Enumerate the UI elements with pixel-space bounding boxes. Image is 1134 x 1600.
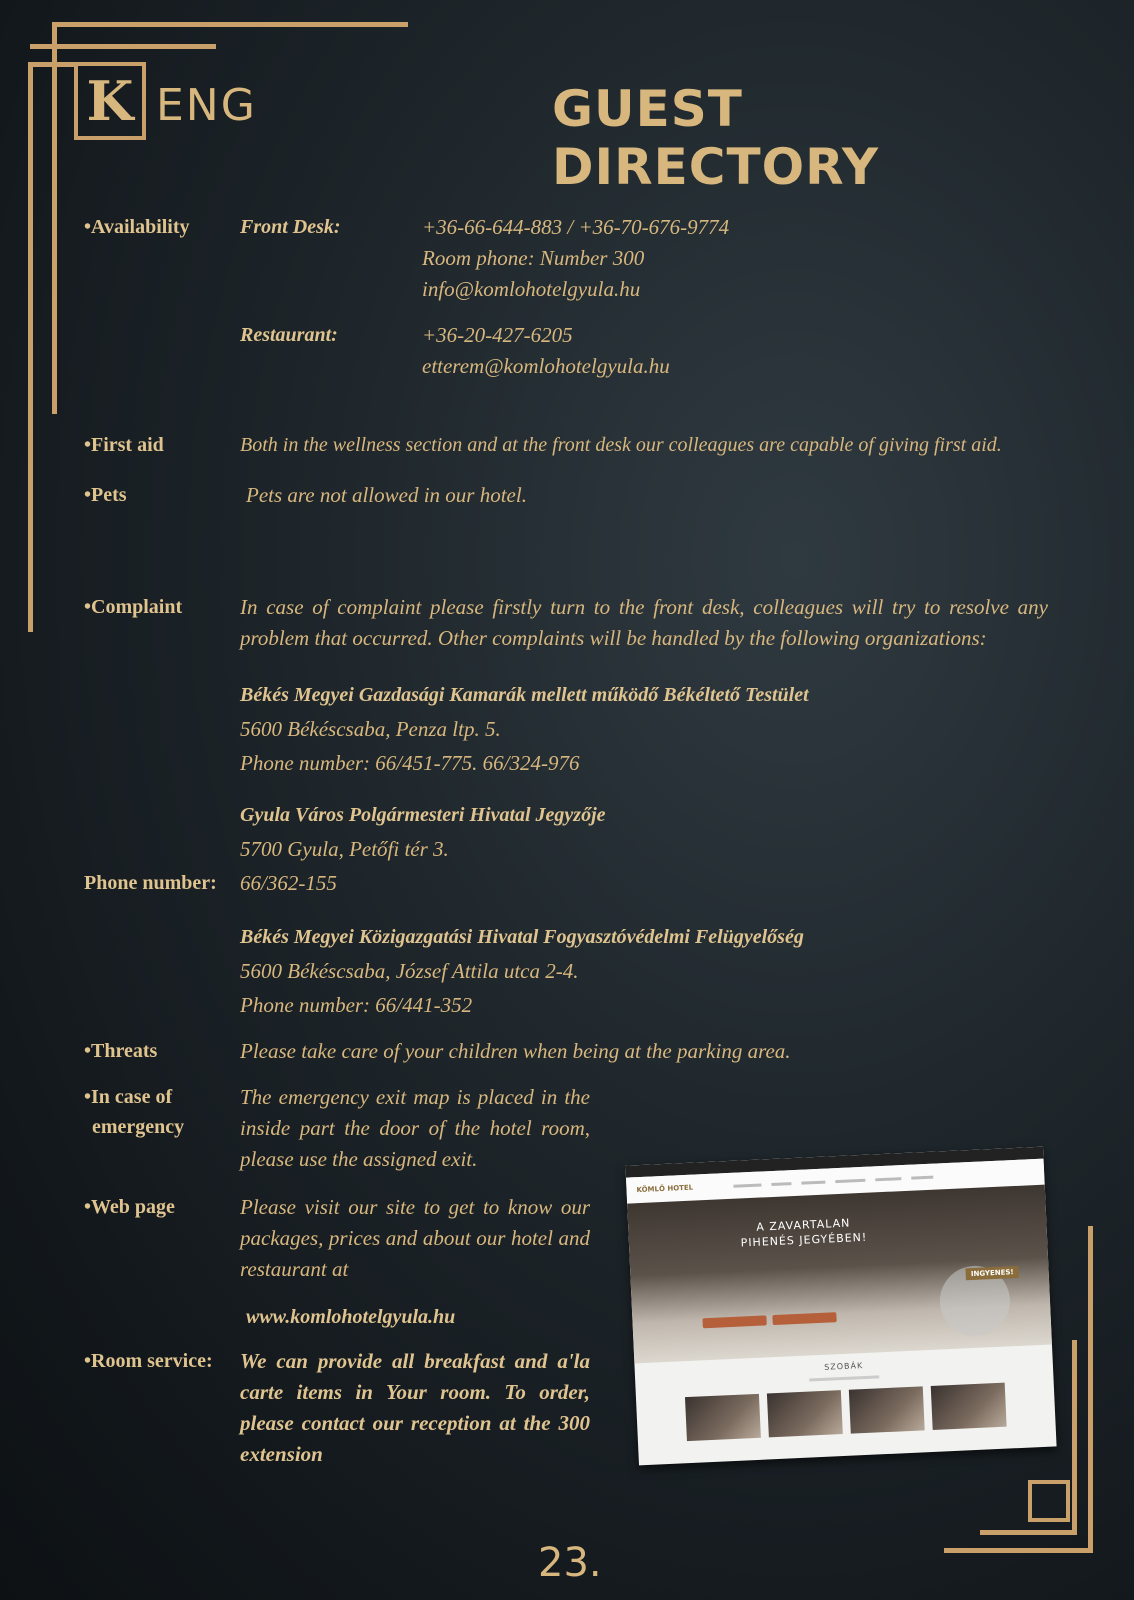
threats-label: •Threats (84, 1040, 158, 1062)
page-number: 23. (538, 1540, 602, 1586)
room-service-text: We can provide all breakfast and a'la carte items in Your room. To order, please contact our reception at the 300 extension (240, 1349, 590, 1466)
logo-letter: K (86, 69, 134, 133)
frame-line-bottom-inner (980, 1530, 1077, 1535)
language-label: ENG (156, 80, 257, 131)
screenshot-logo: KÖMLŐ HOTEL (636, 1183, 694, 1195)
pets-text: Pets are not allowed in our hotel. (246, 483, 527, 507)
complaint-label: •Complaint (84, 596, 183, 618)
emergency-label-2: emergency (92, 1116, 185, 1138)
screenshot-button-2 (772, 1312, 836, 1325)
screenshot-thumb (767, 1390, 843, 1437)
screenshot-hero-title: A ZAVARTALAN PIHENÉS JEGYÉBEN! (740, 1216, 868, 1250)
screenshot-badge: INGYENES! (966, 1266, 1019, 1280)
screenshot-divider (809, 1375, 879, 1381)
screenshot-section-title: SZOBÁK (824, 1361, 864, 1372)
org1-phone: Phone number: 66/451-775. 66/324-976 (240, 751, 580, 775)
emergency-text: The emergency exit map is placed in the inside part the door of the hotel room, please use the assigned exit. (240, 1085, 590, 1171)
org2-phone: 66/362-155 (240, 871, 337, 895)
frame-line-top (52, 22, 408, 27)
availability-label: •Availability (84, 216, 190, 238)
web-page-text: Please visit our site to get to know our packages, prices and about our hotel and restaurant at (240, 1195, 590, 1281)
frame-square-icon (1028, 1480, 1070, 1522)
org2-phone-label: Phone number: (84, 872, 217, 894)
org2-name: Gyula Város Polgármesteri Hivatal Jegyzője (240, 804, 606, 826)
frame-line-top-inner (30, 44, 216, 49)
first-aid-label: •First aid (84, 434, 164, 456)
org3-address: 5600 Békéscsaba, József Attila utca 2-4. (240, 959, 579, 983)
screenshot-thumbnails (636, 1380, 1056, 1443)
restaurant-label: Restaurant: (240, 324, 338, 346)
screenshot-button-1 (702, 1315, 766, 1328)
web-page-label: •Web page (84, 1196, 175, 1218)
room-service-label: •Room service: (84, 1350, 213, 1372)
org2-address: 5700 Gyula, Petőfi tér 3. (240, 837, 449, 861)
frame-line-bottom (944, 1548, 1093, 1553)
frame-line-left-outer (28, 62, 33, 632)
org3-name: Békés Megyei Közigazgatási Hivatal Fogyasztóvédelmi Felügyelőség (240, 926, 804, 948)
front-desk-room-phone: Room phone: Number 300 (422, 246, 645, 270)
screenshot-thumb (849, 1386, 925, 1433)
frame-line-left-top (28, 62, 74, 67)
pets-label: •Pets (84, 484, 127, 506)
screenshot-thumb (931, 1383, 1007, 1430)
website-screenshot (625, 1147, 1056, 1466)
complaint-text: In case of complaint please firstly turn to the front desk, colleagues will try to resolve any problem that occurred. Other complaints will be handled by the following organizations: (240, 595, 1048, 650)
restaurant-phone: +36-20-427-6205 (422, 323, 573, 347)
org1-name: Békés Megyei Gazdasági Kamarák mellett működő Békéltető Testület (240, 684, 809, 706)
hotel-logo (74, 62, 146, 140)
restaurant-email: etterem@komlohotelgyula.hu (422, 354, 670, 378)
frame-line-right-inner (1072, 1340, 1077, 1530)
threats-text: Please take care of your children when being at the parking area. (240, 1039, 791, 1063)
screenshot-hero (627, 1185, 1052, 1364)
screenshot-thumb (685, 1394, 761, 1441)
frame-line-right (1088, 1226, 1093, 1552)
emergency-label: •In case of (84, 1086, 173, 1108)
front-desk-email: info@komlohotelgyula.hu (422, 277, 641, 301)
org1-address: 5600 Békéscsaba, Penza ltp. 5. (240, 717, 501, 741)
website-link[interactable]: www.komlohotelgyula.hu (246, 1306, 456, 1328)
frame-line-left (52, 22, 57, 414)
page-title: GUEST DIRECTORY (552, 80, 880, 196)
front-desk-phone: +36-66-644-883 / +36-70-676-9774 (422, 215, 730, 239)
front-desk-label: Front Desk: (240, 216, 341, 238)
org3-phone: Phone number: 66/441-352 (240, 993, 473, 1017)
first-aid-text: Both in the wellness section and at the front desk our colleagues are capable of giving first aid. (240, 434, 1002, 456)
